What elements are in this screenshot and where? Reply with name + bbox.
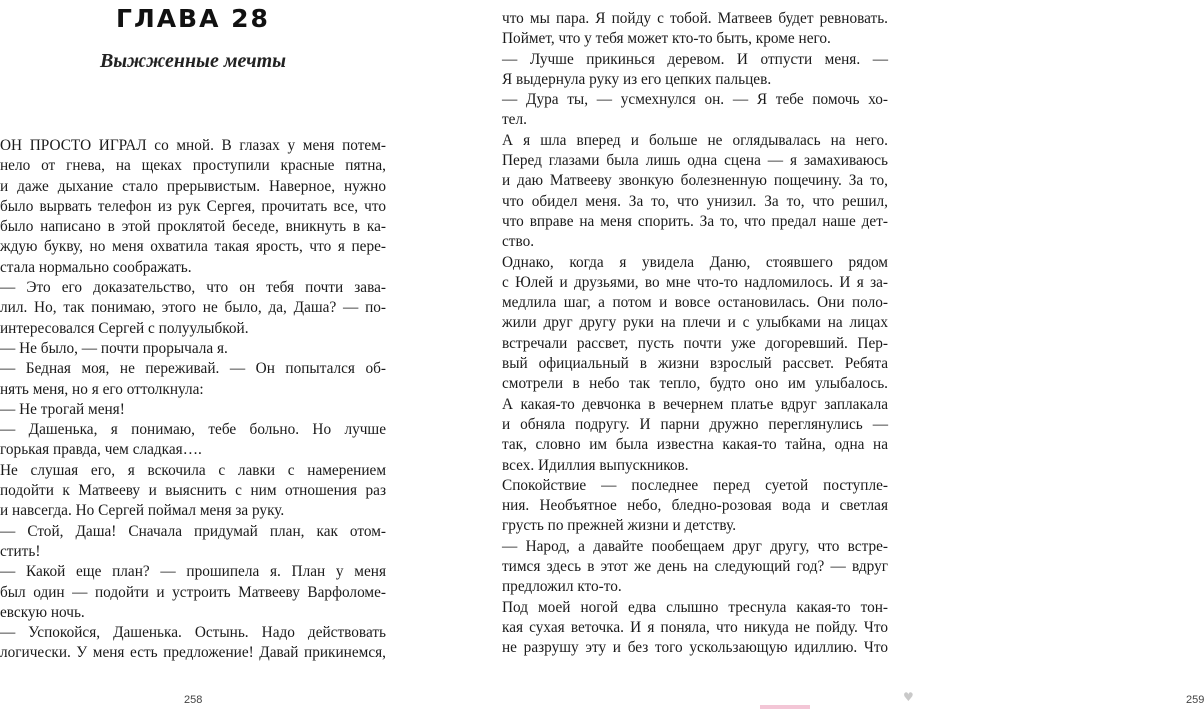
text-line: и навсегда. Но Сергей поймал меня за руку. [0, 502, 285, 520]
text-line: кая сухая веточка. И я поняла, что никуда не пойду. Что [502, 618, 888, 636]
chapter-subtitle: Выжженные мечты [99, 50, 287, 72]
text-line: Поймет, что у тебя может кто-то быть, кроме него. [502, 30, 831, 48]
text-line: подойти к Матвееву и выяснить с ним отношения раз [0, 482, 386, 500]
text-line: — Не трогай меня! [0, 400, 125, 418]
text-line: — Не было, — почти прорычала я. [0, 339, 228, 357]
chapter-title: ГЛАВА 28 [116, 4, 270, 33]
text-line: А какая-то девчонка в вечернем платье вдруг заплакала [502, 395, 888, 413]
text-line: Спокойствие — последнее перед суетой поступле- [502, 476, 888, 494]
text-line: — Дура ты, — усмехнулся он. — Я тебе помочь хо- [502, 91, 888, 109]
text-line: ОН ПРОСТО ИГРАЛ со мной. В глазах у меня потем- [0, 137, 386, 154]
text-line: было написано в этой проклятой беседе, вникнуть в ка- [0, 218, 386, 236]
text-line: горькая правда, чем сладкая…. [0, 441, 202, 459]
text-line: интересовался Сергей с полуулыбкой. [0, 319, 249, 337]
text-line: с Юлей и друзьями, во мне что-то надломилось. И я за- [502, 273, 888, 291]
text-line: что вправе на меня спорить. За то, что предал наше дет- [502, 212, 888, 230]
text-line: медлила шаг, а потом и вовсе остановилась. Они поло- [502, 294, 888, 312]
progress-accent-bar [760, 705, 810, 709]
text-line: — Это его доказательство, что он тебя почти зава- [0, 279, 386, 297]
left-page [0, 0, 386, 711]
text-line: евскую ночь. [0, 603, 85, 621]
text-line: — Стой, Даша! Сначала придумай план, как отом- [0, 522, 386, 540]
text-line: — Народ, а давайте пообещаем друг другу, что встре- [502, 537, 888, 555]
text-line: и обняла подругу. И парни дружно переглянулись — [502, 415, 888, 433]
text-line: Перед глазами была лишь одна сцена — я замахиваюсь [502, 152, 888, 170]
text-line: всех. Идиллия выпускников. [502, 456, 689, 474]
text-line: что обидел меня. За то, что унизил. За то, что решил, [502, 192, 888, 210]
text-line: грусть по прежней жизни и детству. [502, 517, 737, 535]
heart-icon[interactable]: ♥ [903, 690, 914, 704]
text-line: жили друг другу руки на плечи и с улыбками на лицах [502, 314, 888, 332]
text-line: был один — подойти и устроить Матвееву Варфоломе- [0, 583, 386, 601]
text-line: вый официальный в жизни взрослый рассвет. Ребята [502, 355, 888, 373]
text-line: — Успокойся, Дашенька. Остынь. Надо действовать [0, 624, 386, 642]
text-line: и даже дыхание стало прерывистым. Наверное, нужно [0, 177, 386, 195]
text-line: — Дашенька, я понимаю, тебе больно. Но лучше [0, 421, 386, 439]
text-line: — Лучше прикинься деревом. И отпусти меня. — [502, 50, 888, 68]
text-line: не разрушу эту и без того ускользающую идиллию. Что [502, 639, 888, 657]
text-line: лил. Но, так понимаю, этого не было, да, Даша? — по- [0, 299, 386, 317]
text-line: тимся здесь в этот же день на следующий год? — вдруг [502, 558, 888, 576]
text-line: встречали рассвет, пусть почти уже догоревший. Пер- [502, 334, 888, 352]
text-line: предложил кто-то. [502, 578, 622, 596]
text-line: нело от гнева, на щеках проступили красные пятна, [0, 157, 386, 175]
page-number-right: 259 [1186, 694, 1204, 706]
text-line: А я шла вперед и больше не оглядывалась на него. [502, 131, 888, 149]
text-line: логически. У меня есть предложение! Давай прикинемся, [0, 644, 386, 662]
left-page-body [0, 136, 386, 664]
right-page-body [502, 9, 888, 659]
text-line: ство. [502, 233, 535, 251]
text-line: было вырвать телефон из рук Сергея, прочитать все, что [0, 197, 386, 215]
text-line: и даю Матвееву звонкую болезненную пощечину. За то, [502, 172, 888, 190]
text-line: нять меня, но я его оттолкнула: [0, 380, 204, 398]
text-line: стить! [0, 542, 41, 560]
right-page [502, 0, 1204, 711]
text-line: что мы пара. Я пойду с тобой. Матвеев будет ревновать. [502, 10, 888, 27]
text-line: Однако, когда я увидела Даню, стоявшего рядом [502, 253, 888, 271]
text-line: ждую букву, но меня охватила такая ярость, что я пере- [0, 238, 386, 256]
text-line: — Бедная моя, не переживай. — Он попытался об- [0, 360, 386, 378]
text-line: тел. [502, 111, 527, 129]
text-line: смотрели в небо так тепло, будто оно им улыбалось. [502, 375, 888, 393]
text-line: ния. Необъятное небо, бледно-розовая вода и светлая [502, 497, 888, 515]
text-line: — Какой еще план? — прошипела я. План у меня [0, 563, 386, 581]
text-line: стала нормально соображать. [0, 258, 192, 276]
text-line: Не слушая его, я вскочила с лавки с намерением [0, 461, 386, 479]
text-line: Под моей ногой едва слышно треснула какая-то тон- [502, 598, 888, 616]
page-number-left: 258 [184, 694, 203, 706]
text-line: Я выдернула руку из его цепких пальцев. [502, 70, 772, 88]
text-line: так, словно им была известна какая-то тайна, одна на [502, 436, 888, 454]
